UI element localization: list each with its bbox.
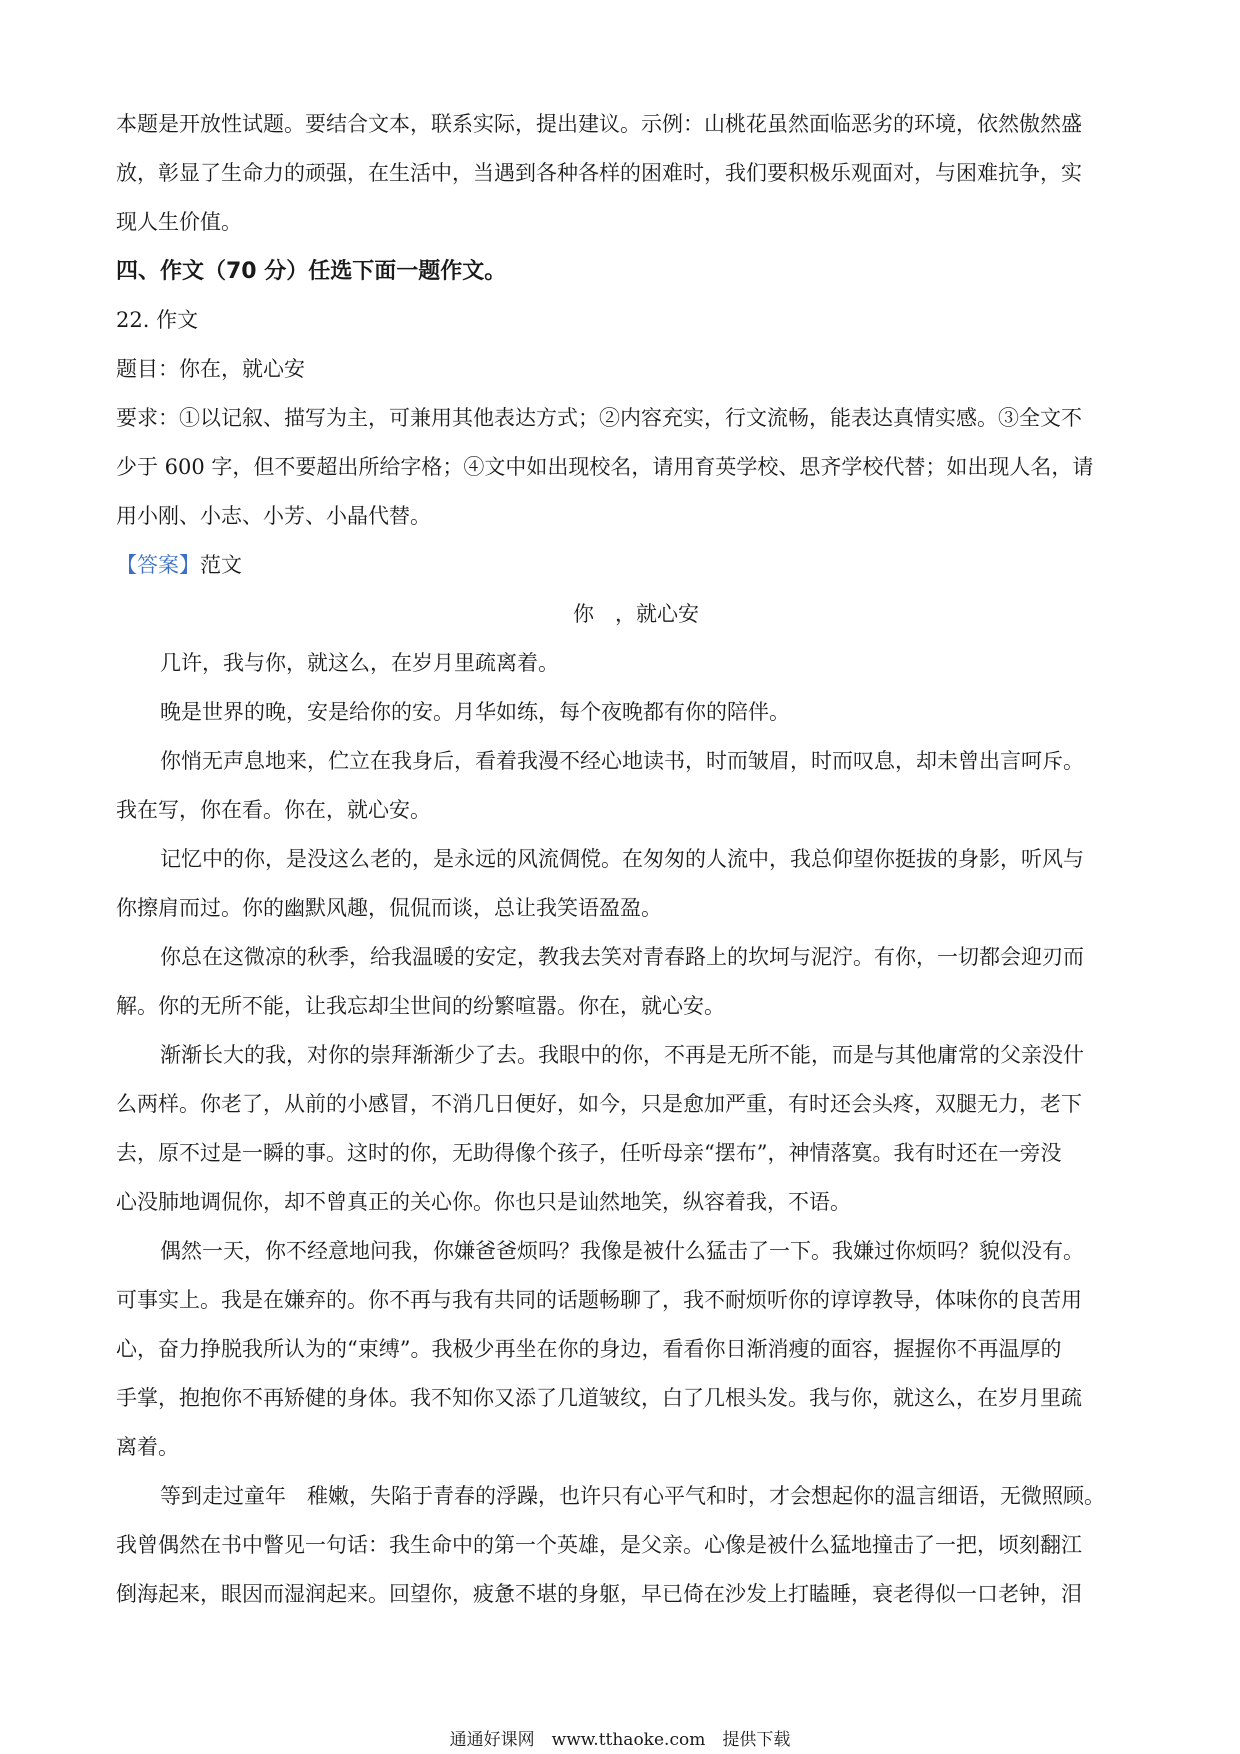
essay-line: 可事实上。我是在嫌弃的。你不再与我有共同的话题畅聊了，我不耐烦听你的谆谆教导，体味你的良苦用 bbox=[116, 1288, 1082, 1312]
answer-line bbox=[116, 541, 1126, 590]
requirements-line-2: 少于 600 字，但不要超出所给字格；④文中如出现校名，请用育英学校、思齐学校代替；如出现人名，请 bbox=[116, 455, 1094, 479]
essay-line: 记忆中的你，是没这么老的，是永远的风流倜傥。在匆匆的人流中，我总仰望你挺拔的身影，听风与 bbox=[160, 847, 1084, 871]
essay-title: 你 ，就心安 bbox=[573, 602, 699, 626]
essay-line: 你悄无声息地来，伫立在我身后，看着我漫不经心地读书，时而皱眉，时而叹息，却未曾出言呵斥。 bbox=[160, 749, 1084, 773]
prompt-title: 题目：你在，就心安 bbox=[116, 357, 305, 381]
essay-line: 几许，我与你，就这么，在岁月里疏离着。 bbox=[160, 651, 559, 675]
essay-line: 我在写，你在看。你在，就心安。 bbox=[116, 798, 431, 822]
answer-label: 范文 bbox=[200, 553, 242, 577]
essay-line: 等到走过童年 稚嫩，失陷于青春的浮躁，也许只有心平气和时，才会想起你的温言细语，无微照顾。 bbox=[160, 1484, 1105, 1508]
answer-tag: 【答案】 bbox=[116, 553, 200, 577]
essay-line: 晚是世界的晚，安是给你的安。月华如练，每个夜晚都有你的陪伴。 bbox=[160, 700, 790, 724]
essay-line: 离着。 bbox=[116, 1435, 179, 1459]
section-heading: 四、作文（70 分）任选下面一题作文。 bbox=[116, 259, 507, 284]
requirements-line-3: 用小刚、小志、小芳、小晶代替。 bbox=[116, 504, 431, 528]
essay-line: 么两样。你老了，从前的小感冒，不消几日便好，如今，只是愈加严重，有时还会头疼，双腿无力，老下 bbox=[116, 1092, 1082, 1116]
footer-credit: 通通好课网 www.tthaoke.com 提供下载 bbox=[449, 1730, 791, 1750]
essay-line: 我曾偶然在书中瞥见一句话：我生命中的第一个英雄，是父亲。心像是被什么猛地撞击了一把，顷刻翻江 bbox=[116, 1533, 1082, 1557]
essay-line: 手掌，抱抱你不再矫健的身体。我不知你又添了几道皱纹，白了几根头发。我与你，就这么，在岁月里疏 bbox=[116, 1386, 1082, 1410]
essay-body bbox=[116, 639, 1126, 1619]
essay-line: 解。你的无所不能，让我忘却尘世间的纷繁喧嚣。你在，就心安。 bbox=[116, 994, 725, 1018]
requirements-line-1: 要求：①以记叙、描写为主，可兼用其他表达方式；②内容充实，行文流畅，能表达真情实感。③全文不 bbox=[116, 406, 1082, 430]
document-page bbox=[116, 100, 1126, 1619]
intro-line-3: 现人生价值。 bbox=[116, 210, 242, 234]
essay-line: 去，原不过是一瞬的事。这时的你，无助得像个孩子，任听母亲“摆布”，神情落寞。我有时还在一旁没 bbox=[116, 1141, 1062, 1165]
essay-line: 心没肺地调侃你，却不曾真正的关心你。你也只是讪然地笑，纵容着我，不语。 bbox=[116, 1190, 851, 1214]
intro-line-2: 放，彰显了生命力的顽强，在生活中，当遇到各种各样的困难时，我们要积极乐观面对，与困难抗争，实 bbox=[116, 161, 1082, 185]
intro-line-1: 本题是开放性试题。要结合文本，联系实际，提出建议。示例：山桃花虽然面临恶劣的环境，依然傲然盛 bbox=[116, 112, 1082, 136]
essay-line: 渐渐长大的我，对你的崇拜渐渐少了去。我眼中的你，不再是无所不能，而是与其他庸常的父亲没什 bbox=[160, 1043, 1084, 1067]
question-number: 22. 作文 bbox=[116, 308, 199, 332]
essay-line: 心，奋力挣脱我所认为的“束缚”。我极少再坐在你的身边，看看你日渐消瘦的面容，握握你不再温厚的 bbox=[116, 1337, 1062, 1361]
essay-line: 倒海起来，眼因而湿润起来。回望你，疲惫不堪的身躯，早已倚在沙发上打瞌睡，衰老得似一口老钟，泪 bbox=[116, 1582, 1082, 1606]
essay-line: 偶然一天，你不经意地问我，你嫌爸爸烦吗？我像是被什么猛击了一下。我嫌过你烦吗？貌似没有。 bbox=[160, 1239, 1084, 1263]
essay-line: 你擦肩而过。你的幽默风趣，侃侃而谈，总让我笑语盈盈。 bbox=[116, 896, 662, 920]
essay-line: 你总在这微凉的秋季，给我温暖的安定，教我去笑对青春路上的坎坷与泥泞。有你，一切都会迎刃而 bbox=[160, 945, 1084, 969]
